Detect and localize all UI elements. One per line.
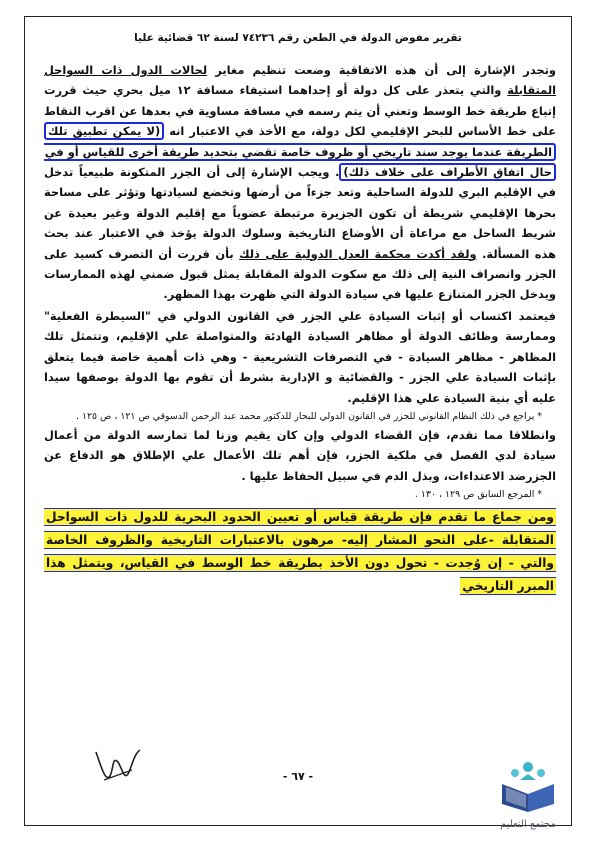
page-number: - ٦٧ - <box>282 770 314 783</box>
paragraph-1 <box>44 60 556 305</box>
document-body <box>44 60 556 760</box>
paragraph-1-text-a: وتجدر الإشارة إلى أن هذه الاتفاقية وضعت تنظيم مغاير <box>207 63 556 77</box>
boxed-exception-clause: (لا يمكن تطبيق تلك الطريقة عندما يوجد سند تاريخي أو ظروف خاصة تقضي بتحديد طريقة أخرى للقياس أو في حال اتفاق الأطراف على خلاف ذلك) <box>44 122 556 181</box>
paragraph-1-text-d: بأن قررت أن التصرف كسيد على الجزر وانصراف النية إلى ذلك مع سكوت الدولة المقابلة يمثل قبول ضمني لهذه الممارسات ويدخل الجزر المتنازع عليها في سيادة الدولة التي ظهرت بهذا المظهر. <box>44 246 556 302</box>
book-people-icon <box>496 760 560 814</box>
highlighted-conclusion <box>44 506 556 598</box>
footnote-2: * المرجع السابق ص ١٢٩ ، ١٣٠ . <box>414 489 542 501</box>
watermark-logo <box>478 760 578 830</box>
paragraph-1-text-b: والتي يتعذر على كل دولة أو إحداهما استيفاء مسافة ١٢ ميل بحري حيث قررت إتباع طريقة خط الوسط وتعني أن يتم رسمه في مسافة مساوية في بعدها عن اقرب النقاط على خط الأساس للبحر الإقليمي لكل دولة، مع الأخذ في الاعتبار انه <box>44 83 556 139</box>
watermark-logo-text: مجتمع التعليم <box>500 819 556 830</box>
footnote-1: * يراجع في ذلك النظام القانوني للجزر في القانون الدولي للبحار للدكتور محمد عبد الرحمن الدسوقي ص ١٢١ ، ص ١٢٥ . <box>75 410 542 422</box>
paragraph-2: فيعتمد اكتساب أو إثبات السيادة علي الجزر في القانون الدولي في "السيطرة الفعلية" وممارسة وظائف الدولة أو مظاهر السيادة الهادئة والمتواصلة علي الإقليم، وتتمثل تلك المظاهر - مظاهر السيادة - في التصرفات التشريعية - وهي ذات أهمية خاصة فيما يتعلق بإثبات السيادة علي الجزر - والقضائية و الإدارية بشرط أن تقوم بها الدولة بوصفها سيدا عليه أي بنية السيادة علي هذا الإقليم. <box>44 308 556 405</box>
highlighted-conclusion-text: ومن جماع ما تقدم فإن طريقة قياس أو تعيين الحدود البحرية للدول ذات السواحل المتقابلة -على النحو المشار إليه- مرهون بالاعتبارات التاريخية والظروف الخاصة والتي - إن وُجدت - تحول دون الأخذ بطريقة خط الوسط في القياس، ويتمثل هذا المبرر التاريخي <box>46 510 554 594</box>
page-header: تقرير مفوض الدولة في الطعن رقم ٧٤٢٣٦ لسنة ٦٢ قضائية عليا <box>134 32 462 44</box>
underlined-phrase-coastal-states: لحالات الدول ذات السواحل المتقابلة <box>44 63 556 98</box>
handwritten-signature <box>88 740 148 790</box>
underlined-phrase-icj: ولقد أكدت محكمة العدل الدولية على ذلك <box>239 246 477 261</box>
paragraph-3: وانطلاقا مما تقدم، فإن القضاء الدولي وإن كان يقيم وزنا لما تمارسه الدولة من أعمال سيادة لدي الفصل في ملكية الجزر، فإن أهم تلك الأعمال علي الإطلاق هو الدفاع عن الجزرضد الاعتداءات، وبذل الدم في سبيل الحفاظ عليها . <box>44 427 556 483</box>
paragraph-1-text-c: . ويجب الإشارة إلى أن الجزر المتكونة طبيعياً تدخل في الإقليم البري للدولة الساحلية وتعد جزءاً من أرضها وتخضع لسيادتها وتؤثر على مساحة بحرها الإقليمي شريطة أن تكون الجزيرة مرتبطة عضوياً مع إقليم الدولة وغير بعيدة عن شريط الساحل مع مراعاة أن الأوضاع التاريخية وسلوك الدولة يؤخذ في الاعتبار عند بحث هذه المسألة. <box>44 165 556 261</box>
